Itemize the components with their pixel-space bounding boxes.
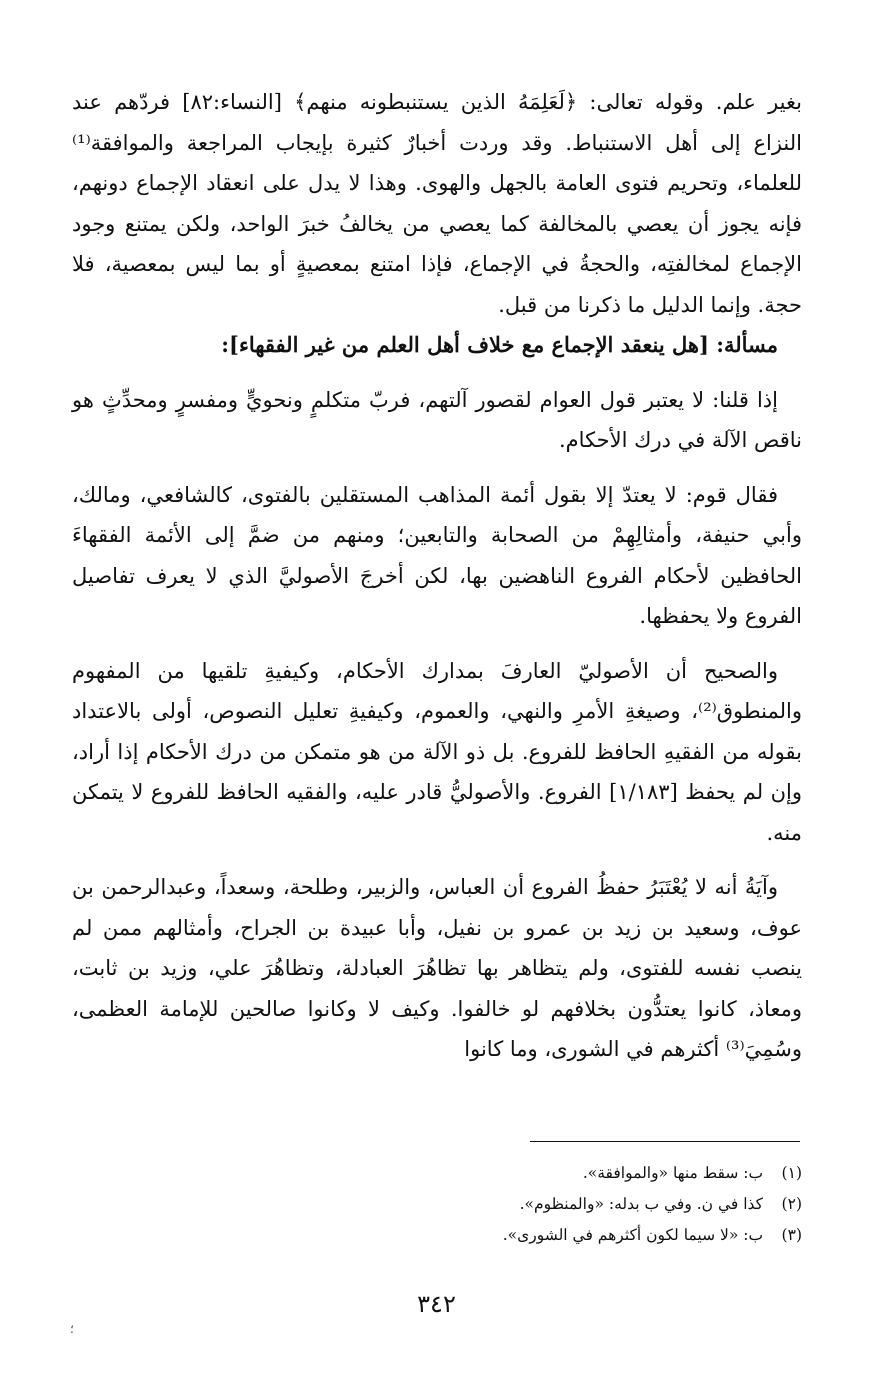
edge-mark: ؛: [70, 1322, 74, 1336]
footnote-text: ب: «لا سيما لكون أكثرهم في الشورى».: [502, 1226, 764, 1244]
footnote-text: كذا في ن. وفي ب بدله: «والمنظوم».: [519, 1195, 764, 1213]
page-number: ٣٤٢: [417, 1290, 456, 1318]
footnote-divider: [530, 1141, 800, 1142]
paragraph-4: والصحيح أن الأصوليّ العارفَ بمدارك الأحكام، وكيفيةِ تلقيها من المفهوم والمنطوق⁽²⁾، وصيغةِ الأمرِ والنهي، والعموم، وكيفيةِ تعليل النصوص، أولى بالاعتداد بقوله من الفقيهِ الحافظ للفروع. بل ذو الآلة من هو متمكن من درك الأحكام إذا أراد، وإن لم يحفظ [١/١٨٣] الفروع. والأصوليُّ قادر عليه، والفقيه الحافظ للفروع لا يتمكن منه.: [72, 658, 803, 845]
footnote-2: [72, 1189, 802, 1220]
footnotes: [72, 1158, 802, 1251]
paragraph-5: وآيَةُ أنه لا يُعْتَبَرُ حفظُ الفروع أن العباس، والزبير، وطلحة، وسعداً، وعبدالرحمن بن عوف، وسعيد بن زيد بن عمرو بن نفيل، وأبا عبيدة بن الجراح، وأمثالهم ممن لم ينصب نفسه للفتوى، ولم يتظاهر بها تظاهُرَ العبادلة، وتظاهُرَ علي، وزيد بن ثابت، ومعاذ، كانوا يعتدُّون بخلافهم لو خالفوا. وكيف لا وكانوا صالحين للإمامة العظمى، وسُمِيَ⁽³⁾ أكثرهم في الشورى، وما كانوا: [72, 875, 802, 1061]
main-text: [72, 82, 802, 1070]
paragraph-2: إذا قلنا: لا يعتبر قول العوام لقصور آلتهم، فربّ متكلمٍ ونحويٍّ ومفسرٍ ومحدِّثٍ هو ناقص الآلة في درك الأحكام.: [72, 387, 802, 452]
footnote-1: [72, 1158, 802, 1189]
footnote-number: (١): [781, 1164, 802, 1182]
footnote-3: [72, 1220, 802, 1251]
footnote-text: ب: سقط منها «والموافقة».: [582, 1164, 764, 1182]
paragraph-1: بغير علم. وقوله تعالى: ﴿لَعَلِمَهُ الذين يستنبطونه منهم﴾ [النساء:٨٢] فردّهم عند النزاع إلى أهل الاستنباط. وقد وردت أخبارٌ كثيرة بإيجاب المراجعة والموافقة⁽¹⁾ للعلماء، وتحريم فتوى العامة بالجهل والهوى. وهذا لا يدل على انعقاد الإجماع دونهم، فإنه يجوز أن يعصي بالمخالفة كما يعصي من يخالفُ خبرَ الواحد، ولكن يمتنع وجود الإجماع لمخالفتِه، والحجةُ في الإجماع، فإذا امتنع بمعصيةٍ أو بما ليس بمعصية، فلا حجة. وإنما الدليل ما ذكرنا من قبل.: [72, 90, 802, 317]
section-heading: مسألة: [هل ينعقد الإجماع مع خلاف أهل العلم من غير الفقهاء]:: [221, 332, 778, 357]
footnote-number: (٣): [781, 1226, 802, 1244]
paragraph-3: فقال قوم: لا يعتدّ إلا بقول أئمة المذاهب المستقلين بالفتوى، كالشافعي، ومالك، وأبي حنيفة، وأمثالِهِمْ من الصحابة والتابعين؛ ومنهم من ضمَّ إلى الأئمة الفقهاءَ الحافظين لأحكام الفروع الناهضين بها، لكن أخرجَ الأصوليَّ الذي لا يعرف تفاصيل الفروع ولا يحفظها.: [72, 482, 802, 628]
footnote-number: (٢): [781, 1195, 802, 1213]
